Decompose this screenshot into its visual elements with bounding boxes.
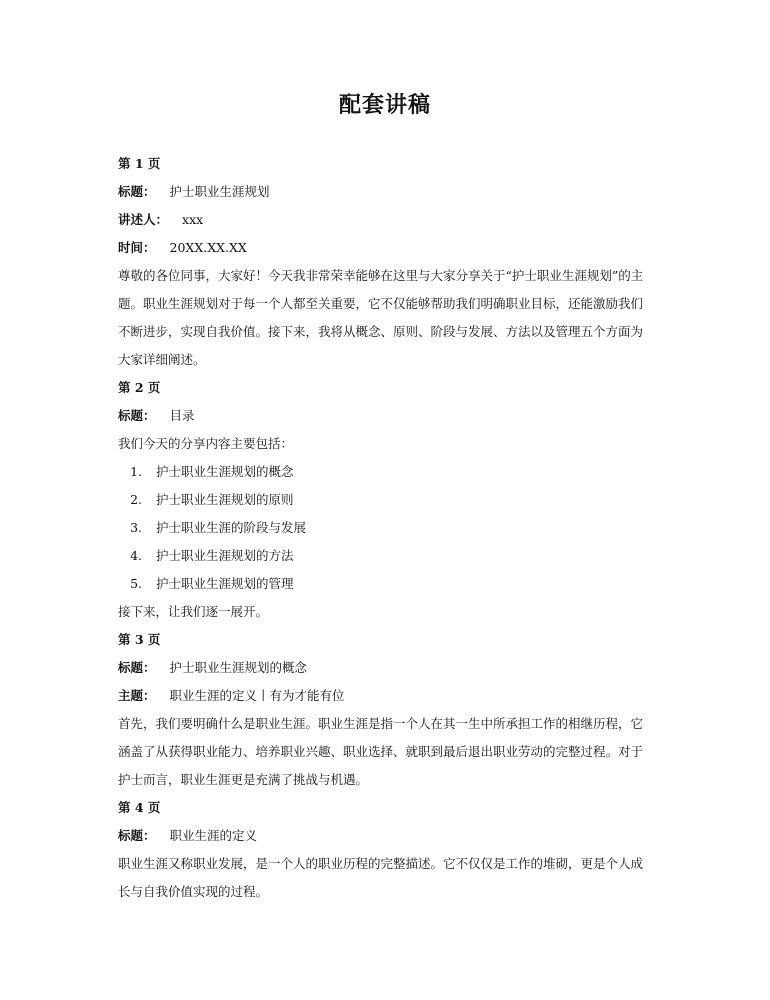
page-4-title-row [118,822,653,850]
title-value: 护士职业生涯规划 [169,184,270,199]
page-1-title-row [118,178,653,206]
speaker-label: 讲述人： [118,212,169,227]
document-title: 配套讲稿 [338,92,431,118]
list-item-number: 1. [130,464,142,479]
list-item [118,542,653,570]
page-3-heading: 第 3 页 [118,632,161,647]
list-item-number: 5. [130,576,142,591]
title-value: 职业生涯的定义 [169,828,258,843]
page-3-paragraph: 首先，我们要明确什么是职业生涯。职业生涯是指一个人在其一生中所承担工作的相继历程，它涵盖了从获得职业能力、培养职业兴趣、职业选择、就职到最后退出职业劳动的完整过程。对于护士而言，职业生涯更是充满了挑战与机遇。 [118,716,644,787]
time-label: 时间： [118,240,156,255]
page-4-heading: 第 4 页 [118,800,161,815]
list-item-text: 护士职业生涯规划的概念 [156,464,294,479]
page-2-heading: 第 2 页 [118,380,161,395]
speaker-value: xxx [182,212,204,227]
title-label: 标题： [118,184,156,199]
list-item-text: 护士职业生涯规划的原则 [156,492,294,507]
time-value: 20XX.XX.XX [169,240,247,255]
page-2-outro: 接下来，让我们逐一展开。 [118,604,269,619]
page-4-paragraph: 职业生涯又称职业发展，是一个人的职业历程的完整描述。它不仅仅是工作的堆砌，更是个人成长与自我价值实现的过程。 [118,856,644,899]
page-1-paragraph: 尊敬的各位同事，大家好！今天我非常荣幸能够在这里与大家分享关于“护士职业生涯规划”的主题。职业生涯规划对于每一个人都至关重要，它不仅能够帮助我们明确职业目标，还能激励我们不断进步，实现自我价值。接下来，我将从概念、原则、阶段与发展、方法以及管理五个方面为大家详细阐述。 [118,268,644,367]
page-2-title-row [118,402,653,430]
list-item-number: 2. [130,492,142,507]
list-item [118,458,653,486]
list-item-text: 护士职业生涯规划的管理 [156,576,294,591]
title-value: 目录 [169,408,195,423]
page-1-heading: 第 1 页 [118,156,161,171]
list-item-number: 3. [130,520,142,535]
page-1-speaker-row [118,206,653,234]
page-3-topic-row [118,682,653,710]
title-label: 标题： [118,660,156,675]
list-item [118,486,653,514]
title-value: 护士职业生涯规划的概念 [169,660,308,675]
list-item-text: 护士职业生涯规划的方法 [156,548,294,563]
list-item-number: 4. [130,548,142,563]
topic-label: 主题： [118,688,156,703]
list-item [118,570,653,598]
list-item-text: 护士职业生涯的阶段与发展 [156,520,307,535]
title-label: 标题： [118,408,156,423]
page-1-time-row [118,234,653,262]
page-3-title-row [118,654,653,682]
topic-value: 职业生涯的定义丨有为才能有位 [169,688,345,703]
page-2-intro: 我们今天的分享内容主要包括： [118,436,294,451]
title-label: 标题： [118,828,156,843]
list-item [118,514,653,542]
document-body [118,150,653,906]
